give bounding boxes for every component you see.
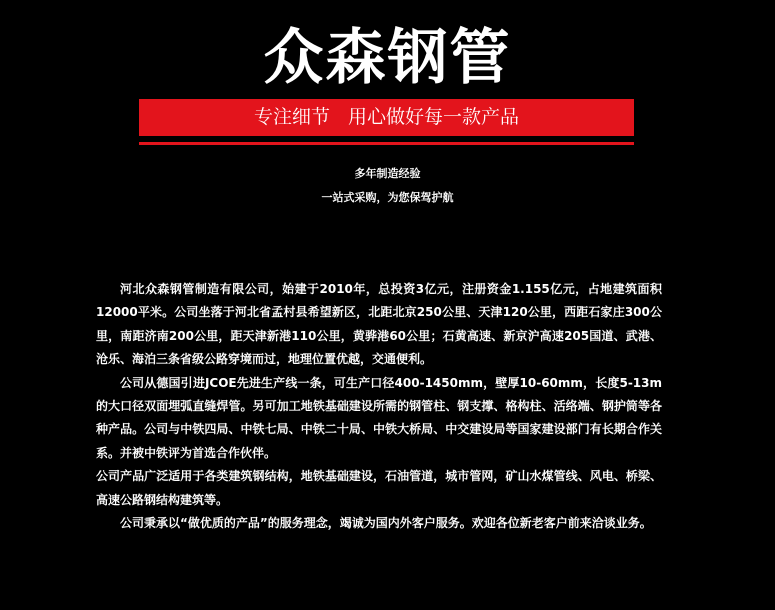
- intro-paragraph-location: 河北众森钢管制造有限公司，始建于2010年，总投资3亿元，注册资金1.155亿元，占地建筑面积12000平米。公司坐落于河北省孟村县希望新区，北距北京250公里、天津120公里，西距石家庄300公里，南距济南200公里，距天津新港110公里，黄骅港60公里；石黄高速、新京沪高速205国道、武港、沧乐、海泊三条省级公路穿境而过，地理位置优越，交通便利。: [96, 282, 662, 367]
- intro-paragraph-production: 公司从德国引进JCOE先进生产线一条，可生产口径400-1450mm，壁厚10-60mm，长度5-13m的大口径双面埋弧直缝焊管。另可加工地铁基础建设所需的钢管柱、钢支撑、格构柱、活络端、钢护筒等各种产品。公司与中铁四局、中铁七局、中铁二十局、中铁大桥局、中交建设局等国家建设部门有长期合作关系。并被中铁评为首选合作伙伴。: [96, 375, 662, 460]
- slogan-underline-divider: [139, 142, 634, 145]
- tagline-one-stop: 一站式采购，为您保驾护航: [321, 191, 454, 204]
- page-title: 众森钢管: [263, 23, 512, 93]
- slogan-banner: 专注细节 用心做好每一款产品: [139, 99, 634, 136]
- company-introduction: [96, 278, 662, 535]
- tagline-experience: 多年制造经验: [354, 167, 421, 180]
- intro-paragraph-service: 公司秉承以“做优质的产品”的服务理念，竭诚为国内外客户服务。欢迎各位新老客户前来洽谈业务。: [120, 516, 652, 531]
- intro-paragraph-applications: 公司产品广泛适用于各类建筑钢结构，地铁基础建设，石油管道，城市管网，矿山水煤管线、风电、桥梁、高速公路钢结构建筑等。: [96, 469, 662, 507]
